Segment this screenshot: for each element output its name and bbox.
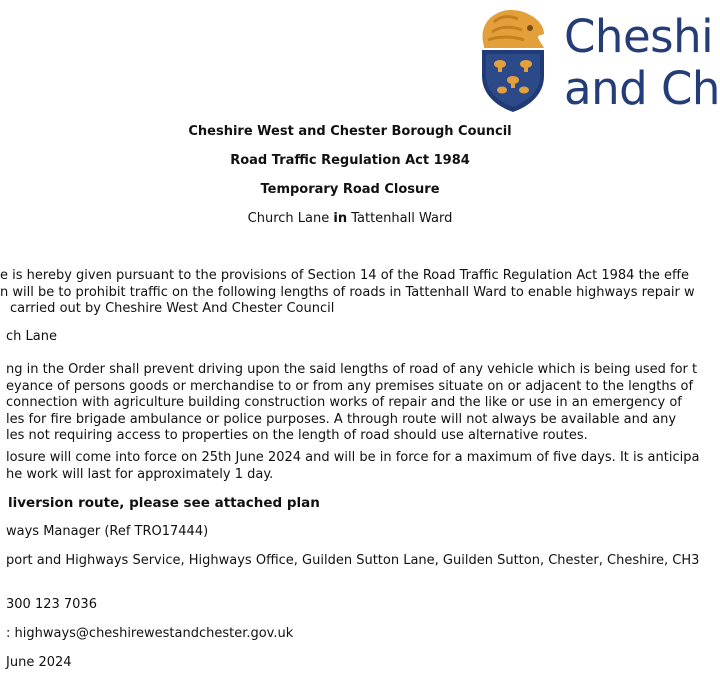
email-address[interactable]: : highways@cheshirewestandchester.gov.uk — [6, 626, 294, 641]
exemption-line: connection with agriculture building construction works of repair and the like or use in an emergency of — [6, 395, 682, 410]
location-in: in — [333, 211, 348, 226]
act-heading: Road Traffic Regulation Act 1984 — [230, 153, 470, 168]
dates-line: he work will last for approximately 1 day. — [6, 466, 274, 482]
brand-name-line2: and Ch — [564, 62, 720, 115]
phone-number: 300 123 7036 — [6, 597, 97, 612]
highways-manager: ways Manager (Ref TRO17444) — [6, 524, 209, 539]
exemption-paragraph — [6, 362, 697, 445]
notice-date: June 2024 — [6, 655, 72, 670]
exemption-line: ng in the Order shall prevent driving upon the said lengths of road of any vehicle which is being used for t — [6, 362, 698, 377]
notice-paragraph — [0, 268, 695, 318]
notice-line: carried out by Cheshire West And Chester Council — [10, 301, 335, 316]
road-name: ch Lane — [6, 329, 57, 344]
dates-line: losure will come into force on 25th June 2024 and will be in force for a maximum of five days. It is anticipa — [6, 450, 700, 465]
exemption-line: les not requiring access to properties on the length of road should use alternative routes. — [6, 428, 588, 443]
council-heading: Cheshire West and Chester Borough Council — [188, 124, 512, 139]
office-address: port and Highways Service, Highways Office, Guilden Sutton Lane, Guilden Sutton, Chester, Cheshire, CH3 — [6, 553, 700, 568]
council-crest-icon — [478, 6, 548, 114]
location-line — [0, 211, 700, 226]
notice-line: e is hereby given pursuant to the provisions of Section 14 of the Road Traffic Regulation Act 1984 the effe — [0, 268, 689, 283]
location-road: Church Lane — [247, 211, 330, 226]
dates-paragraph — [6, 450, 699, 483]
closure-type-heading: Temporary Road Closure — [260, 182, 440, 197]
notice-line: n will be to prohibit traffic on the following lengths of roads in Tattenhall Ward to enable highways repair w — [0, 284, 695, 300]
brand-name-line1: Cheshi — [564, 10, 714, 63]
exemption-line: les for fire brigade ambulance or police purposes. A through route will not always be available and any — [6, 411, 677, 427]
diversion-note: liversion route, please see attached plan — [8, 495, 320, 511]
location-ward: Tattenhall Ward — [351, 211, 453, 226]
exemption-line: eyance of persons goods or merchandise to or from any premises situate on or adjacent to the lengths of — [6, 378, 694, 394]
